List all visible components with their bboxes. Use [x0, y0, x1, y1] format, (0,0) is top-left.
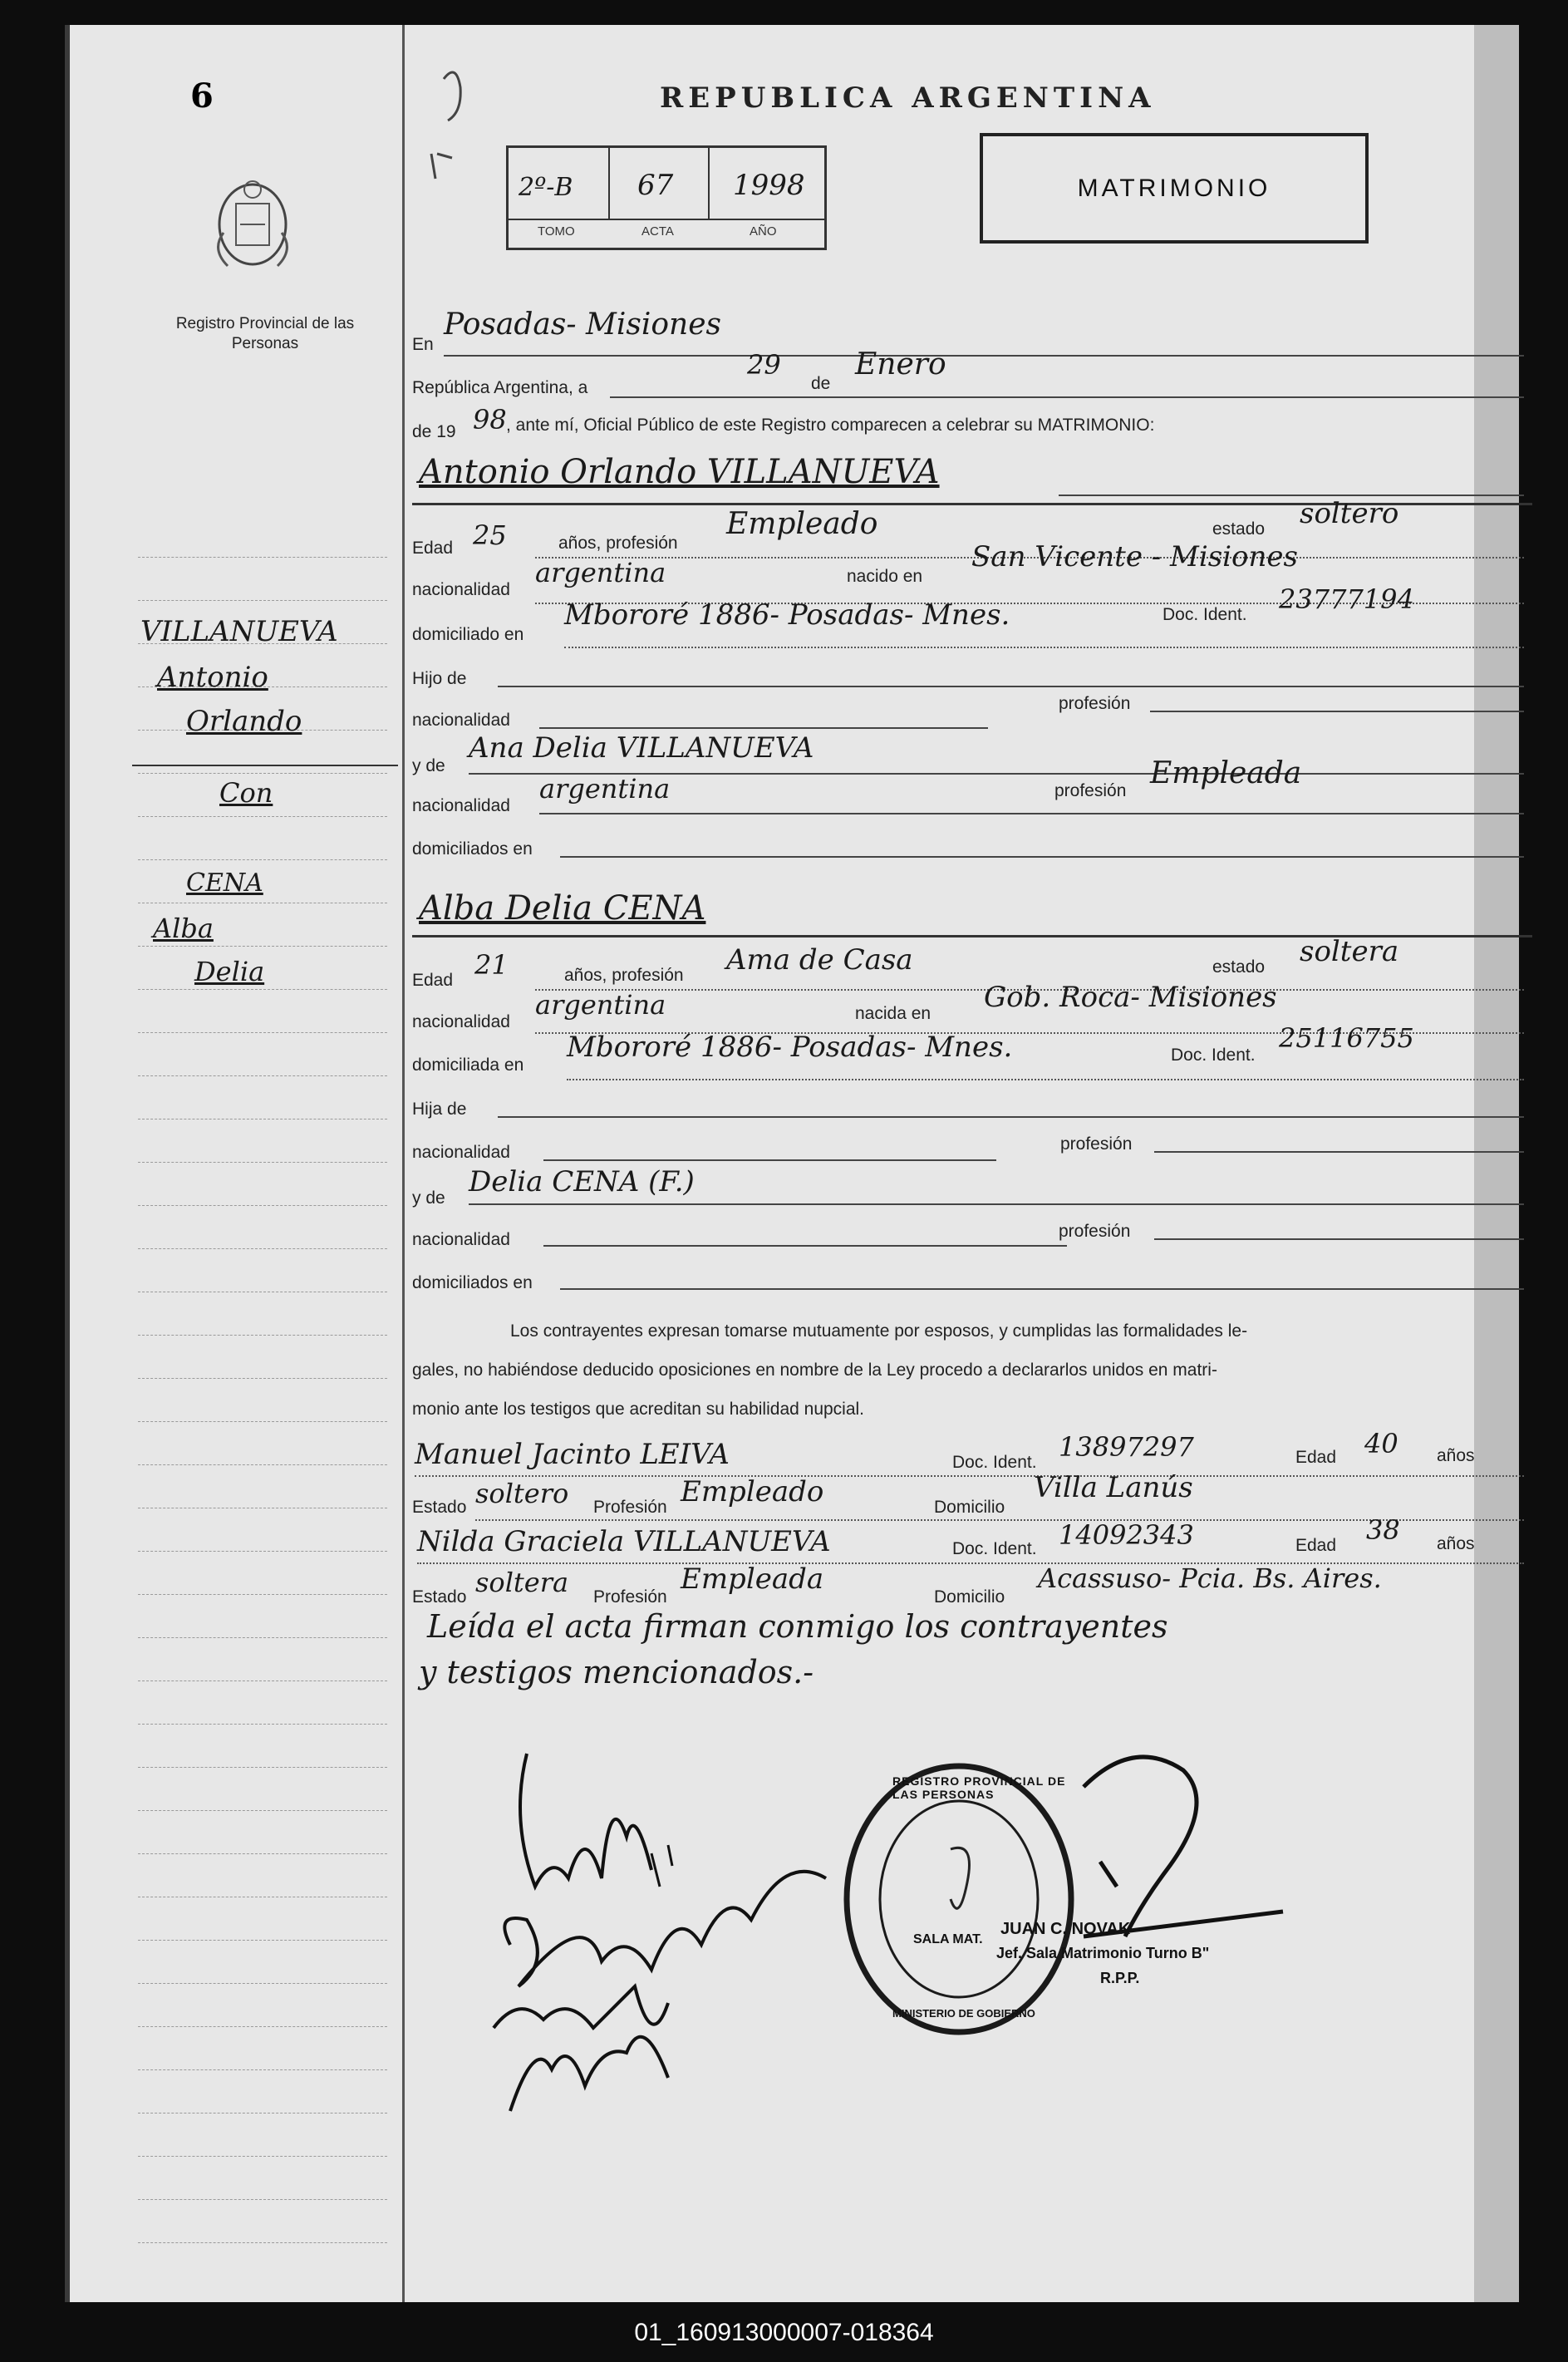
registry-name: Registro Provincial de las Personas — [175, 315, 355, 352]
bride-age: 21 — [474, 949, 509, 981]
record-reference-box — [506, 145, 827, 250]
formula-line2: gales, no habiéndose deducido oposiciones en nombre de la Ley procedo a declararlos unidos en matri- — [412, 1361, 1217, 1380]
margin-conjunction: Con — [219, 777, 273, 809]
rule — [539, 813, 1524, 814]
country-header: REPUBLICA ARGENTINA — [660, 81, 1156, 115]
margin-bride-name2: Delia — [194, 956, 265, 987]
margin-ruled-line — [138, 1551, 387, 1552]
rule — [444, 355, 1524, 357]
margin-ruled-line — [138, 1983, 387, 1984]
groom-address-label: domiciliado en — [412, 625, 524, 644]
witness2-profession: Empleada — [681, 1562, 824, 1596]
groom-born-label: nacido en — [847, 567, 923, 586]
witness1-estado: soltero — [475, 1478, 569, 1509]
rule — [564, 647, 1524, 648]
witness2-estado: soltera — [475, 1567, 569, 1598]
witness1-dom-label: Domicilio — [934, 1498, 1005, 1517]
bride-birthplace: Gob. Roca- Misiones — [984, 981, 1277, 1014]
witness2-domicile: Acassuso- Pcia. Bs. Aires. — [1038, 1562, 1382, 1594]
certificate-page — [65, 25, 1474, 2302]
bride-doc-label: Doc. Ident. — [1171, 1046, 1256, 1065]
official-office: R.P.P. — [1100, 1970, 1140, 1986]
bride-born-label: nacida en — [855, 1004, 931, 1023]
bride-address-label: domiciliada en — [412, 1056, 524, 1075]
groom-age: 25 — [473, 519, 507, 551]
anio-label: AÑO — [750, 224, 777, 239]
witness2-age: 38 — [1366, 1514, 1400, 1546]
bride-doc: 25116755 — [1279, 1022, 1414, 1054]
margin-ruled-line — [138, 2156, 387, 2157]
groom-mother: Ana Delia VILLANUEVA — [469, 731, 814, 765]
facing-page-edge — [1469, 25, 1519, 2302]
margin-ruled-line — [138, 773, 387, 774]
margin-ruled-line — [138, 1075, 387, 1076]
witness2-age-label: Edad — [1295, 1536, 1337, 1555]
formula-line3: monio ante los testigos que acreditan su habilidad nupcial. — [412, 1400, 865, 1419]
bride-father-nat-label: nacionalidad — [412, 1143, 510, 1162]
witness2-estado-label: Estado — [412, 1587, 467, 1607]
signature-group — [460, 1720, 892, 2136]
bride-mother-prof-label: profesión — [1059, 1222, 1131, 1241]
year-suffix: 98 — [473, 404, 507, 435]
page-number: 6 — [190, 76, 214, 116]
groom-father-nat-label: nacionalidad — [412, 711, 510, 730]
margin-ruled-line — [138, 1680, 387, 1681]
groom-father-prof-label: profesión — [1059, 694, 1131, 713]
bride-mother-nat-label: nacionalidad — [412, 1230, 510, 1249]
margin-ruled-line — [138, 1205, 387, 1206]
rule — [539, 727, 988, 729]
rule — [1154, 1238, 1524, 1240]
witness1-domicile: Villa Lanús — [1034, 1471, 1193, 1504]
witness1-age-label: Edad — [1295, 1448, 1337, 1467]
groom-hijo-label: Hijo de — [412, 669, 467, 688]
margin-ruled-line — [138, 1248, 387, 1249]
record-type-box: MATRIMONIO — [980, 133, 1369, 244]
margin-ruled-line — [138, 1162, 387, 1163]
witness2-doc-label: Doc. Ident. — [952, 1539, 1037, 1558]
de-label: de — [811, 374, 831, 393]
tomo-value: 2º-B — [519, 173, 573, 202]
rule — [610, 396, 1524, 398]
groom-prof-label: años, profesión — [558, 534, 678, 553]
scan-id-caption: 01_160913000007-018364 — [634, 2319, 934, 2346]
margin-column — [70, 25, 405, 2302]
margin-ruled-line — [138, 2199, 387, 2200]
groom-profession: Empleado — [726, 507, 878, 541]
margin-ruled-line — [138, 1853, 387, 1854]
acta-value: 67 — [637, 169, 674, 202]
groom-birthplace: San Vicente - Misiones — [971, 540, 1298, 573]
bride-mother: Delia CENA (F.) — [469, 1165, 695, 1198]
witness1-age: 40 — [1364, 1428, 1398, 1459]
year-prefix: de 19 — [412, 422, 456, 441]
anio-value: 1998 — [733, 169, 805, 202]
groom-parents-dom-label: domiciliados en — [412, 839, 533, 859]
closing-line2: y testigos mencionados.- — [419, 1654, 814, 1690]
margin-ruled-line — [138, 1032, 387, 1033]
bride-nationality-label: nacionalidad — [412, 1012, 510, 1031]
official-name: JUAN C. NOVAK — [1000, 1920, 1131, 1938]
margin-ruled-line — [138, 816, 387, 817]
groom-age-label: Edad — [412, 539, 454, 558]
witness1-profession: Empleado — [681, 1475, 824, 1508]
bride-profession: Ama de Casa — [726, 943, 913, 977]
formula-line1: Los contrayentes expresan tomarse mutuamente por esposos, y cumplidas las formalidades le- — [510, 1321, 1248, 1341]
stamp-ring-text: REGISTRO PROVINCIAL DE LAS PERSONAS — [892, 1774, 1066, 1801]
rule — [543, 1159, 996, 1161]
witness1-doc-label: Doc. Ident. — [952, 1453, 1037, 1472]
margin-ruled-line — [138, 2026, 387, 2027]
rule — [1150, 711, 1524, 712]
margin-ruled-line — [138, 1767, 387, 1768]
margin-groom-name2: Orlando — [186, 705, 302, 738]
groom-estado: soltero — [1300, 497, 1399, 530]
bride-hija-label: Hija de — [412, 1100, 467, 1119]
witness1-prof-label: Profesión — [593, 1498, 667, 1517]
witness1-name: Manuel Jacinto LEIVA — [415, 1438, 730, 1471]
margin-groom-name1: Antonio — [157, 661, 268, 694]
rule — [1059, 495, 1524, 496]
acta-label: ACTA — [641, 224, 674, 239]
rule — [567, 1079, 1524, 1080]
bride-father-prof-label: profesión — [1060, 1134, 1133, 1154]
day-value: 29 — [747, 349, 781, 381]
rule — [498, 1116, 1524, 1118]
groom-address: Mbororé 1886- Posadas- Mnes. — [564, 598, 1010, 632]
rule — [469, 1203, 1524, 1205]
margin-ruled-line — [138, 2069, 387, 2070]
groom-doc-label: Doc. Ident. — [1162, 605, 1247, 624]
rule — [1154, 1151, 1524, 1153]
official-title: Jef. Sala Matrimonio Turno B" — [996, 1945, 1210, 1961]
groom-name: Antonio Orlando VILLANUEVA — [419, 453, 940, 491]
republica-label: República Argentina, a — [412, 378, 588, 397]
declaration-text: , ante mí, Oficial Público de este Registro comparecen a celebrar su MATRIMONIO: — [506, 416, 1155, 435]
bride-age-label: Edad — [412, 971, 454, 990]
month-value: Enero — [855, 347, 946, 381]
closing-line1: Leída el acta firman conmigo los contrayentes — [427, 1608, 1168, 1645]
bride-estado-label: estado — [1212, 957, 1266, 977]
rule — [415, 1475, 1524, 1477]
margin-ruled-line — [138, 1378, 387, 1379]
margin-ruled-line — [138, 1594, 387, 1595]
groom-nationality-label: nacionalidad — [412, 580, 510, 599]
margin-ruled-line — [138, 1637, 387, 1638]
groom-mother-profession: Empleada — [1150, 756, 1302, 790]
rule — [498, 686, 1524, 687]
witness2-prof-label: Profesión — [593, 1587, 667, 1607]
margin-divider — [132, 765, 398, 766]
witness1-estado-label: Estado — [412, 1498, 467, 1517]
margin-ruled-line — [138, 989, 387, 990]
rule — [560, 1288, 1524, 1290]
margin-ruled-line — [138, 557, 387, 558]
rule — [560, 856, 1524, 858]
witness2-dom-label: Domicilio — [934, 1587, 1005, 1607]
groom-mother-nationality: argentina — [539, 773, 671, 805]
groom-yde-label: y de — [412, 756, 445, 775]
bride-nationality: argentina — [535, 989, 666, 1021]
margin-ruled-line — [138, 600, 387, 601]
margin-ruled-line — [138, 1940, 387, 1941]
bride-name: Alba Delia CENA — [419, 889, 706, 928]
bride-yde-label: y de — [412, 1188, 445, 1208]
margin-ruled-line — [138, 946, 387, 947]
witness1-anos-label: años — [1437, 1446, 1475, 1465]
margin-groom-surname: VILLANUEVA — [140, 615, 338, 648]
margin-bride-name1: Alba — [153, 913, 214, 944]
groom-mother-nat-label: nacionalidad — [412, 796, 510, 815]
coat-of-arms-icon — [207, 166, 298, 287]
bride-parents-dom-label: domiciliados en — [412, 1273, 533, 1292]
place-value: Posadas- Misiones — [444, 308, 721, 342]
margin-ruled-line — [138, 859, 387, 860]
margin-ruled-line — [138, 1724, 387, 1725]
bride-address: Mbororé 1886- Posadas- Mnes. — [567, 1031, 1013, 1064]
groom-mother-prof-label: profesión — [1054, 781, 1127, 800]
bride-prof-label: años, profesión — [564, 966, 684, 985]
margin-ruled-line — [138, 1464, 387, 1465]
margin-ruled-line — [138, 2242, 387, 2243]
margin-ruled-line — [138, 1810, 387, 1811]
tomo-label: TOMO — [538, 224, 575, 239]
bride-estado: soltera — [1300, 935, 1399, 968]
witness1-doc: 13897297 — [1059, 1431, 1194, 1463]
groom-nationality: argentina — [535, 557, 666, 588]
corner-mark — [427, 62, 485, 224]
witness2-doc: 14092343 — [1059, 1519, 1194, 1551]
rule — [543, 1245, 1067, 1247]
witness2-anos-label: años — [1437, 1534, 1475, 1553]
en-label: En — [412, 335, 434, 354]
groom-doc: 23777194 — [1279, 583, 1414, 615]
stamp-inner-text: SALA MAT. — [913, 1932, 983, 1946]
margin-bride-surname: CENA — [186, 869, 263, 898]
margin-ruled-line — [138, 1421, 387, 1422]
groom-estado-label: estado — [1212, 519, 1266, 539]
witness2-name: Nilda Graciela VILLANUEVA — [417, 1525, 831, 1558]
stamp-bottom-text: MINISTERIO DE GOBIERNO — [892, 2007, 1035, 2020]
margin-ruled-line — [138, 1335, 387, 1336]
